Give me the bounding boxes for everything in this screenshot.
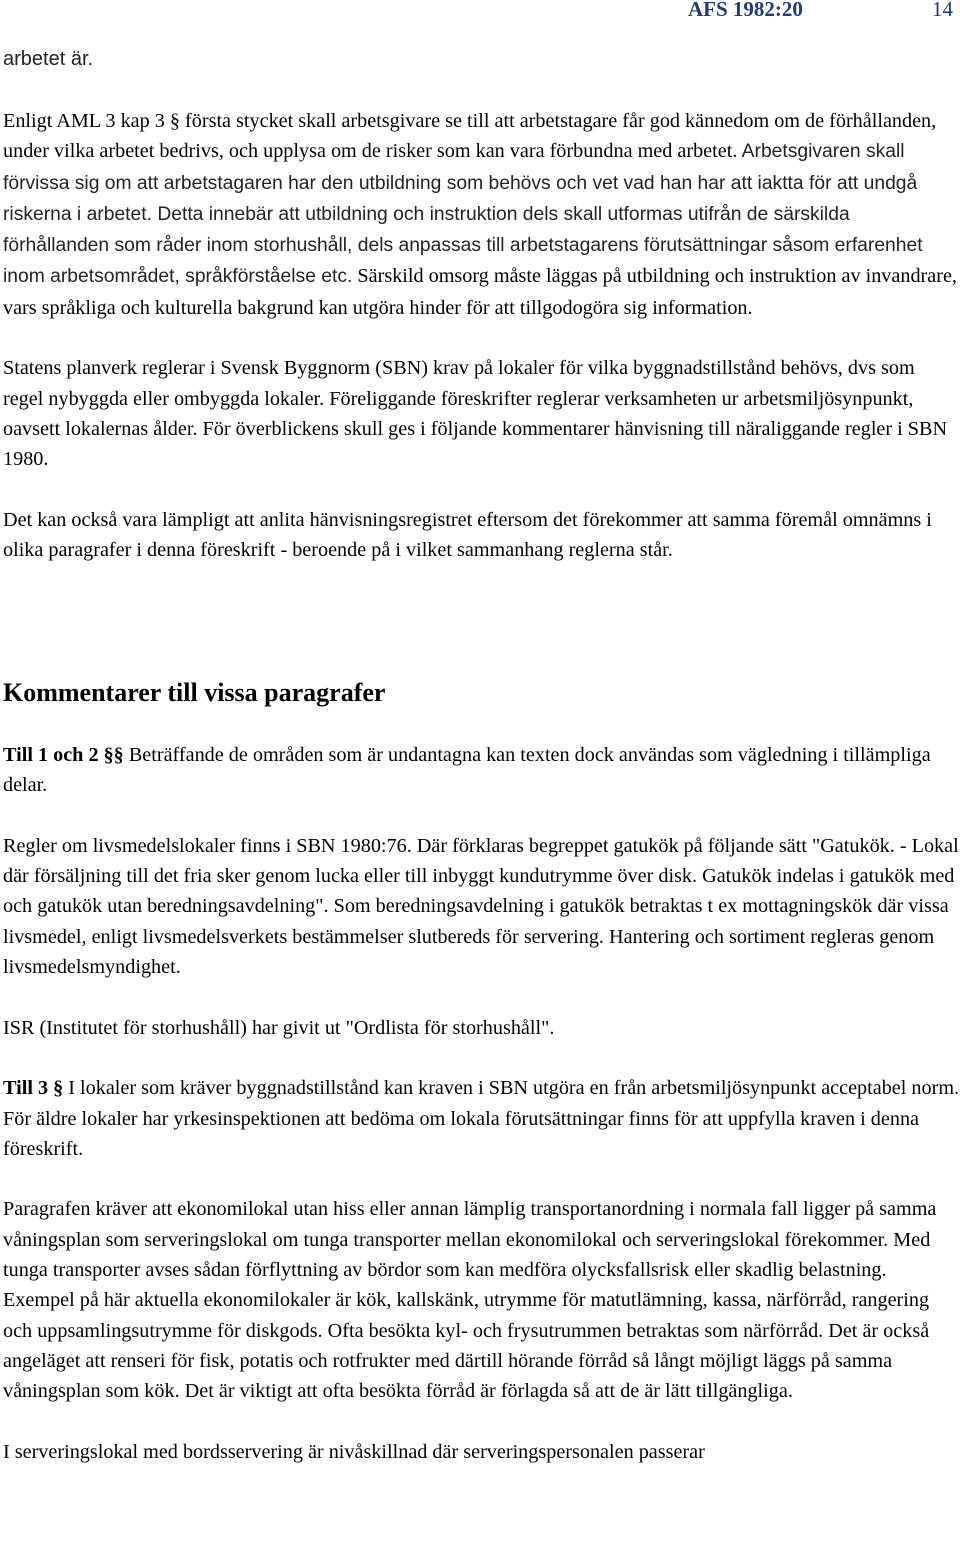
paragraph-gatukok: Regler om livsmedelslokaler finns i SBN 1980:76. Där förklaras begreppet gatukök på följande sätt "Gatukök. - Lokal där försäljning till det fria sker genom lucka eller till inbyggt kundutrymme över disk. Gatukök indelas i gatukök med och gatukök utan beredningsavdelning". Som beredningsavdelning i gatukök betraktas t ex mottagningskök där vissa livsmedel, enligt livsmedelsverkets bestämmelser slutbereds för servering. Hantering och sortiment regleras genom livsmedelsmyndighet. — [3, 834, 959, 979]
continued-text-fragment: arbetet är. — [3, 48, 94, 70]
section-heading: Kommentarer till vissa paragrafer — [3, 678, 386, 707]
paragraph-text: Särskild omsorg måste läggas på utbildning och instruktion av invandrare, vars språkliga och kulturella bakgrund kan utgöra hinder för att tillgodogöra sig information. — [3, 265, 957, 319]
paragraph-transport: Paragrafen kräver att ekonomilokal utan hiss eller annan lämplig transportanordning i normala fall ligger på samma våningsplan som serveringslokal om tunga transporter mellan ekonomilokal och serveringslokal förekommer. Med tunga transporter avses sådan förflyttning av bördor som kan medföra olycksfallsrisk eller skadlig belastning. Exempel på här aktuella ekonomilokaler är kök, kallskänk, utrymme för matutlämning, kassa, närförråd, rangering och uppsamlingsutrymme för diskgods. Ofta besökta kyl- och frysutrummen betraktas som närförråd. Det är också angeläget att renseri för fisk, potatis och rotfrukter med därtill hörande förråd så långt möjligt läggs på samma våningsplan som kök. Det är viktigt att ofta besökta förråd är förlagda så att de är lätt tillgängliga. — [3, 1198, 937, 1403]
paragraph-planverk: Statens planverk reglerar i Svensk Byggnorm (SBN) krav på lokaler för vilka byggnadstillstånd behövs, dvs som regel nybyggda eller ombyggda lokaler. Föreliggande föreskrifter reglerar verksamheten ur arbetsmiljösynpunkt, oavsett lokalernas ålder. För överblickens skull ges i följande kommentarer hänvisning till näraliggande regler i SBN 1980. — [3, 357, 948, 471]
paragraph-text: Arbetsgivaren skall förvissa sig om att arbetstagaren har den utbildning som behövs och vet vad han har att iaktta för att undgå riskerna i arbetet. Detta innebär att utbildning och instruktion dels skall utformas utifrån de särskilda förhållanden som råder inom storhushåll, dels anpassas till arbetstagarens förutsättningar såsom erfarenhet inom arbetsområdet, språkförståelse etc. — [3, 141, 923, 288]
paragraph-register: Det kan också vara lämpligt att anlita hänvisningsregistret eftersom det förekommer att samma föremål omnämns i olika paragrafer i denna föreskrift - beroende på i vilket sammanhang reglerna står. — [3, 508, 932, 562]
paragraph-text: Enligt AML 3 kap 3 § första stycket skall arbetsgivare se till att arbetstagare får god kännedom om de förhållanden, under vilka arbetet bedrivs, och upplysa om de risker som kan vara förbundna med arbetet. — [3, 110, 937, 163]
paragraph-servering: I serveringslokal med bordsservering är nivåskillnad där serveringspersonalen passerar — [3, 1440, 705, 1463]
paragraph-till-3 — [3, 1073, 960, 1164]
paragraph-text: Beträffande de områden som är undantagna kan texten dock användas som vägledning i tillämpliga delar. — [3, 744, 931, 797]
paragraph-training — [3, 106, 960, 323]
page-number: 14 — [932, 0, 953, 21]
paragraph-label: Till 3 § — [3, 1077, 64, 1100]
paragraph-till-1-2 — [3, 740, 960, 801]
paragraph-isr: ISR (Institutet för storhushåll) har givit ut "Ordlista för storhushåll". — [3, 1016, 555, 1039]
paragraph-text: I lokaler som kräver byggnadstillstånd kan kraven i SBN utgöra en från arbetsmiljösynpunkt acceptabel norm. För äldre lokaler har yrkesinspektionen att bedöma om lokala förutsättningar finns för att uppfylla kraven i denna föreskrift. — [3, 1077, 960, 1160]
paragraph-label: Till 1 och 2 §§ — [3, 744, 124, 766]
document-code: AFS 1982:20 — [688, 0, 803, 21]
comments-section — [3, 740, 960, 1497]
intro-section — [3, 106, 960, 596]
